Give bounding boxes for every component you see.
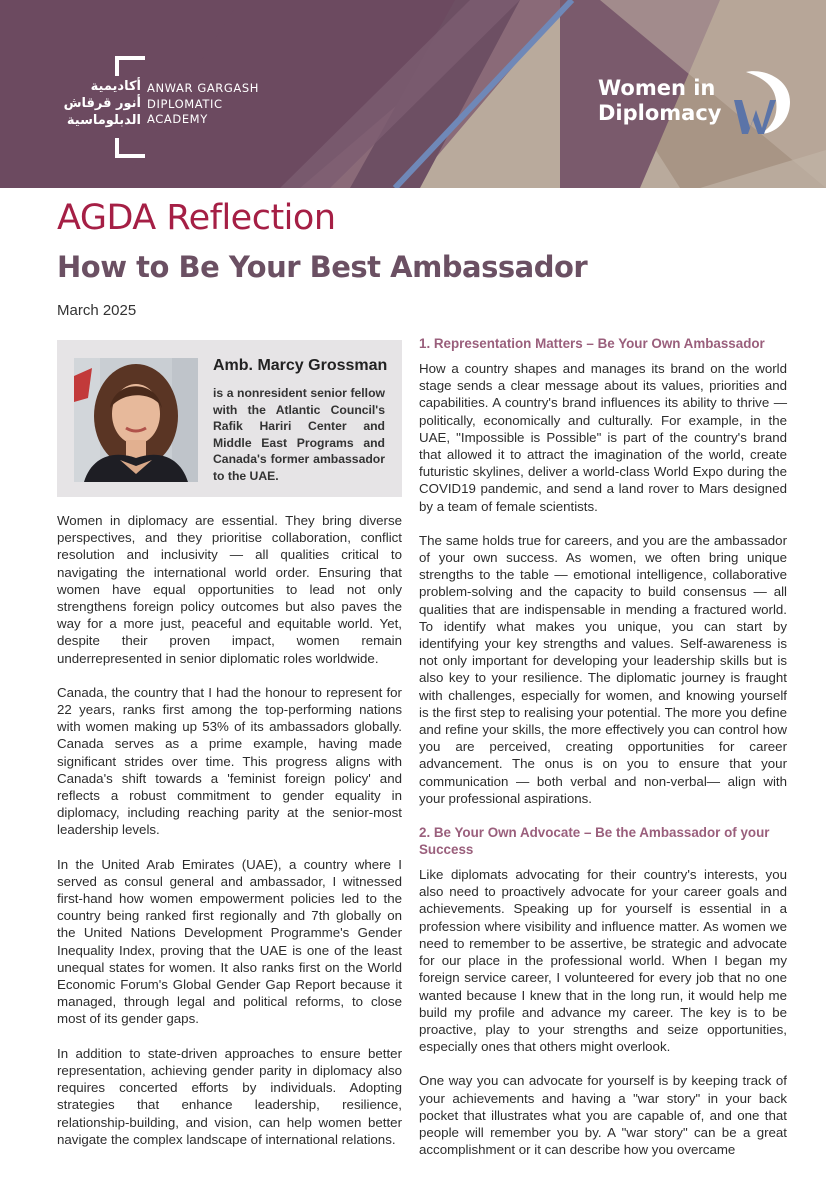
academy-name-english	[147, 81, 259, 128]
wordmark-line: Women in	[598, 76, 716, 100]
left-column	[57, 512, 402, 1165]
arabic-line: أنور قرقاش	[63, 96, 141, 111]
header-banner	[0, 0, 826, 188]
publication-date: March 2025	[57, 302, 137, 319]
academy-logo	[57, 56, 277, 160]
logo-bracket-top	[115, 56, 145, 76]
english-line: ACADEMY	[147, 112, 208, 126]
author-profile-card	[57, 340, 402, 497]
body-paragraph: One way you can advocate for yourself is by keeping track of your achievements and having a "war story" in your back pocket that illustrates what you are capable of, and one that people will remember you by. A "war story" can be a great accomplishment or it can describe how you overcame	[419, 1073, 787, 1158]
arabic-line: الدبلوماسية	[66, 113, 141, 128]
women-in-diplomacy-wordmark	[598, 76, 721, 126]
author-name: Amb. Marcy Grossman	[213, 357, 388, 374]
page-subtitle: How to Be Your Best Ambassador	[57, 250, 588, 284]
body-paragraph: How a country shapes and manages its brand on the world stage sends a clear message about its values, priorities and capabilities. A country's brand influences its ability to thrive — politically, economically and culturally. For example, in the UAE, "Impossible is Possible" is part of the country's brand that allowed it to attract the imagination of the world, create futuristic skylines, deliver a world-class World Expo during the COVID19 pandemic, and send a land rover to Mars designed by a team of female scientists.	[419, 361, 787, 514]
right-column	[419, 335, 787, 1175]
body-paragraph: In addition to state-driven approaches to ensure better representation, achieving gender parity in diplomacy also requires concerted efforts by individuals. Adopting strategies that enhance leadership, resilience, relationship-building, and vision, can help women better navigate the complex landscape of international relations.	[57, 1045, 402, 1147]
page-title: AGDA Reflection	[57, 198, 336, 238]
author-portrait-image	[74, 358, 198, 482]
body-paragraph: In the United Arab Emirates (UAE), a country where I served as consul general and ambassador, I witnessed first-hand how women empowerment policies led to the country being ranked first regionally and 7th globally on the United Nations Development Programme's Gender Inequality Index, proving that the UAE is one of the least unequal states for women. It also ranks first on the World Economic Forum's Global Gender Gap Report because it managed, through legal and political reforms, to close most of its gender gaps.	[57, 856, 402, 1027]
body-paragraph: Like diplomats advocating for their country's interests, you also need to proactively advocate for your career goals and achievements. Speaking up for yourself is essential in a profession where visibility and influence matter. As women we need to remember to be assertive, be strategic and advocate for our place in the professional world. When I began my foreign service career, I volunteered for every job that no one wanted because I knew that in the long run, it would help me build my profile and advance my career. The key is to be proactive, play to your strengths and seize opportunities, especially ones that others might overlook.	[419, 867, 787, 1055]
arabic-line: أكاديمية	[90, 79, 141, 94]
author-bio: is a nonresident senior fellow with the Atlantic Council's Rafik Hariri Center and Middle East Programs and Canada's former ambassador to the UAE.	[213, 386, 385, 483]
women-in-diplomacy-logo-icon	[732, 70, 794, 136]
body-paragraph: The same holds true for careers, and you are the ambassador of your own success. As women, we often bring unique strengths to the table — emotional intelligence, collaborative problem-solving and the capacity to build consensus — all qualities that are indispensable in mending a fractured world. To identify what makes you unique, you can start by identifying your key strengths and values. Self-awareness is not only important for developing your leadership skills but is also key to your resilience. The diplomatic journey is fraught with challenges, especially for women, and knowing yourself is the first step to realising your potential. The more you define and refine your skills, the more effectively you can control how you are perceived, creating opportunities for career advancement. The onus is on you to ensure that your communication — both verbal and non-verbal— align with your professional aspirations.	[419, 532, 787, 806]
section-heading: 2. Be Your Own Advocate – Be the Ambassador of your Success	[419, 825, 770, 858]
wordmark-line: Diplomacy	[598, 101, 722, 125]
author-photo	[74, 358, 198, 482]
body-paragraph: Women in diplomacy are essential. They bring diverse perspectives, and they prioritise collaboration, conflict resolution and inclusivity — all qualities critical to navigating the international world order. Ensuring that women have equal opportunities to lead not only strengthens foreign policy outcomes but also paves the way for a more just, peaceful and equitable world. Yet, despite their proven impact, women remain underrepresented in senior diplomatic roles worldwide.	[57, 513, 402, 666]
logo-bracket-bottom	[115, 138, 145, 158]
academy-name-arabic	[57, 78, 141, 129]
english-line: DIPLOMATIC	[147, 96, 223, 111]
english-line: ANWAR GARGASH	[147, 81, 260, 95]
section-heading: 1. Representation Matters – Be Your Own Ambassador	[419, 336, 765, 351]
body-paragraph: Canada, the country that I had the honour to represent for 22 years, ranks first among the top-performing nations with women making up 53% of its ambassadors globally. Canada serves as a prime example, having made significant strides over time. This progress aligns with Canada's shift towards a 'feminist foreign policy' and reflects a robust commitment to gender equality in diplomacy, including reaching parity at the senior-most leadership levels.	[57, 684, 402, 838]
